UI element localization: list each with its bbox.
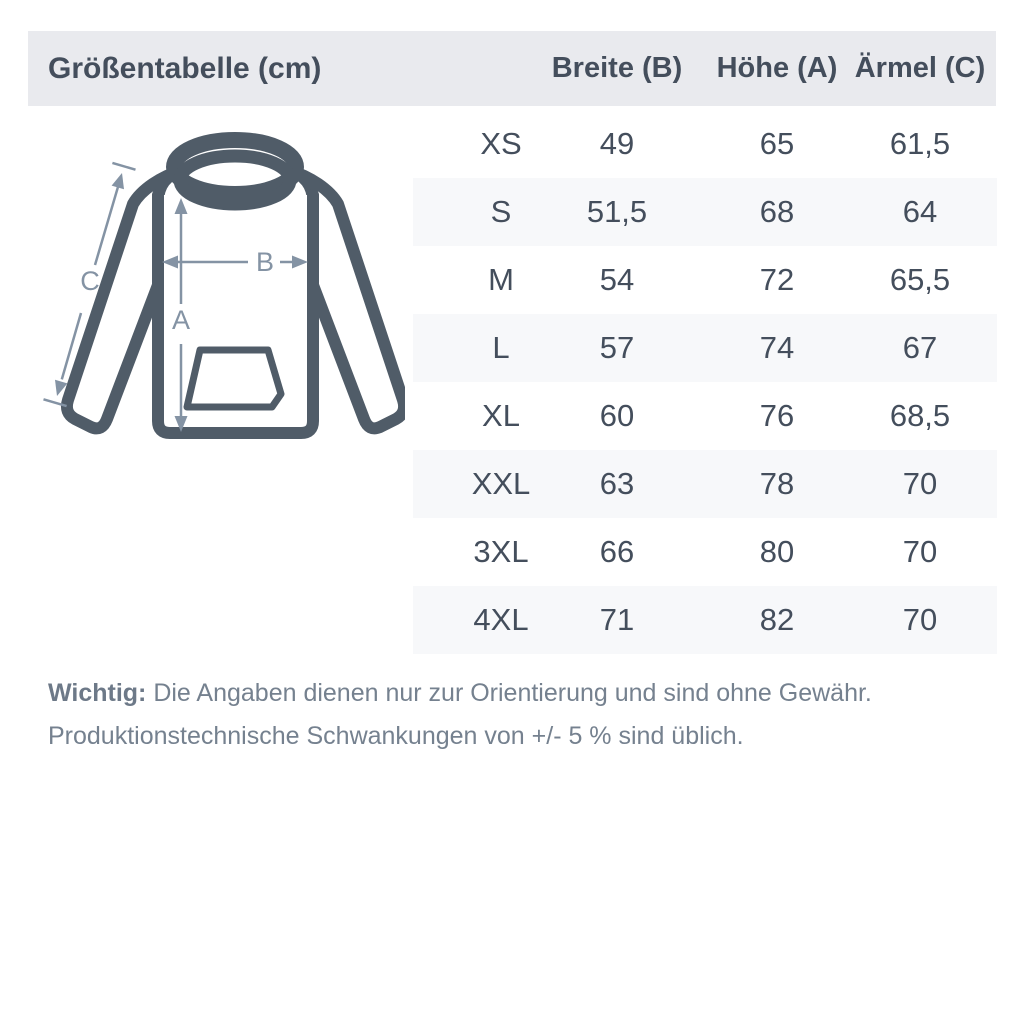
size-cell: L bbox=[492, 330, 510, 365]
size-cell: XS bbox=[480, 126, 522, 161]
table-row bbox=[413, 586, 997, 654]
breite-cell: 57 bbox=[599, 330, 635, 365]
disclaimer-prefix: Wichtig: bbox=[48, 679, 147, 707]
size-cell: M bbox=[488, 262, 514, 297]
hoehe-cell: 78 bbox=[759, 466, 795, 501]
breite-cell: 51,5 bbox=[586, 194, 648, 229]
size-cell: XL bbox=[482, 398, 520, 433]
aermel-cell: 70 bbox=[902, 466, 938, 501]
table-row bbox=[413, 314, 997, 382]
aermel-cell: 61,5 bbox=[889, 126, 951, 161]
aermel-cell: 70 bbox=[902, 602, 938, 637]
table-row bbox=[413, 178, 997, 246]
size-chart-table bbox=[413, 110, 997, 654]
breite-cell: 66 bbox=[599, 534, 635, 569]
aermel-cell: 67 bbox=[902, 330, 938, 365]
hoodie-measurement-diagram bbox=[35, 122, 405, 457]
aermel-cell: 65,5 bbox=[889, 262, 951, 297]
hoehe-cell: 82 bbox=[759, 602, 795, 637]
disclaimer-note bbox=[48, 672, 978, 758]
column-header-breite: Breite (B) bbox=[551, 52, 683, 84]
table-row bbox=[413, 450, 997, 518]
aermel-cell: 70 bbox=[902, 534, 938, 569]
hoehe-cell: 68 bbox=[759, 194, 795, 229]
size-cell: 3XL bbox=[473, 534, 529, 569]
page-title: Größentabelle (cm) bbox=[48, 52, 322, 85]
hoehe-cell: 76 bbox=[759, 398, 795, 433]
column-header-hoehe: Höhe (A) bbox=[716, 52, 838, 84]
breite-cell: 49 bbox=[599, 126, 635, 161]
hoehe-cell: 74 bbox=[759, 330, 795, 365]
disclaimer-line2: Produktionstechnische Schwankungen von +/- 5 % sind üblich. bbox=[48, 722, 744, 750]
breite-cell: 63 bbox=[599, 466, 635, 501]
hoehe-cell: 80 bbox=[759, 534, 795, 569]
size-chart-header bbox=[28, 31, 996, 106]
aermel-cell: 64 bbox=[902, 194, 938, 229]
hoehe-cell: 72 bbox=[759, 262, 795, 297]
size-cell: 4XL bbox=[473, 602, 529, 637]
table-row bbox=[413, 518, 997, 586]
measure-label-a: A bbox=[171, 305, 191, 335]
table-row bbox=[413, 382, 997, 450]
breite-cell: 60 bbox=[599, 398, 635, 433]
disclaimer-line1: Die Angaben dienen nur zur Orientierung und sind ohne Gewähr. bbox=[146, 679, 872, 707]
size-cell: XXL bbox=[471, 466, 531, 501]
column-header-aermel: Ärmel (C) bbox=[854, 52, 986, 84]
breite-cell: 54 bbox=[599, 262, 635, 297]
breite-cell: 71 bbox=[599, 602, 635, 637]
measure-label-c: C bbox=[80, 266, 100, 296]
hoehe-cell: 65 bbox=[759, 126, 795, 161]
table-row bbox=[413, 110, 997, 178]
measure-label-b: B bbox=[255, 247, 275, 277]
table-row bbox=[413, 246, 997, 314]
size-cell: S bbox=[490, 194, 512, 229]
aermel-cell: 68,5 bbox=[889, 398, 951, 433]
hoodie-pocket-icon bbox=[187, 350, 281, 407]
